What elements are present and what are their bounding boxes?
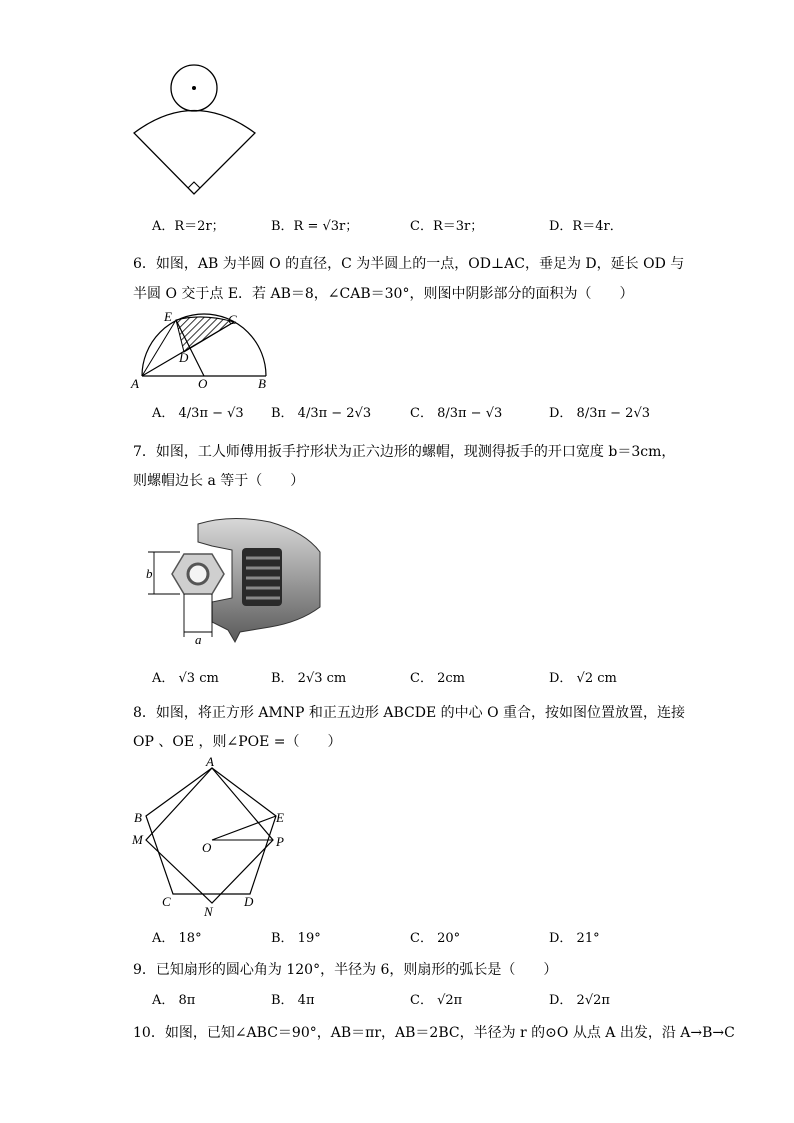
- segment-ae: [142, 320, 176, 376]
- q6-text-line1: 6．如图，AB 为半圆 O 的直径，C 为半圆上的一点，OD⊥AC，垂足为 D，延长 OD 与: [133, 256, 685, 272]
- q5-option-a[interactable]: A．R＝2r；: [152, 219, 225, 234]
- segment-oe: [212, 816, 276, 840]
- q6-option-a[interactable]: A． 4/3π − √3: [152, 406, 244, 421]
- label-d: D: [244, 894, 254, 909]
- q8-option-b[interactable]: B． 19°: [271, 931, 321, 946]
- q5-option-b[interactable]: B．R = √3r；: [271, 219, 359, 234]
- q6-option-c[interactable]: C． 8/3π − √3: [410, 406, 503, 421]
- label-a: a: [195, 632, 202, 647]
- nut-hole: [188, 564, 208, 584]
- label-b: B: [134, 810, 142, 825]
- q8-text-line1: 8．如图，将正方形 AMNP 和正五边形 ABCDE 的中心 O 重合，按如图位置放置，连接: [133, 705, 686, 721]
- shaded-region: [176, 317, 234, 352]
- label-c: C: [162, 894, 171, 909]
- q7-figure: [140, 512, 325, 647]
- label-e: E: [276, 810, 284, 825]
- label-n: N: [204, 904, 213, 919]
- q8-option-d[interactable]: D． 21°: [549, 931, 600, 946]
- q6-option-b[interactable]: B． 4/3π − 2√3: [271, 406, 372, 421]
- label-b: B: [258, 376, 266, 391]
- q7-text-line1: 7．如图，工人师傅用扳手拧形状为正六边形的螺帽，现测得扳手的开口宽度 b＝3cm，: [133, 444, 676, 460]
- q9-option-c[interactable]: C． √2π: [410, 993, 463, 1008]
- pentagon-abcde: [146, 768, 276, 894]
- q10-text-line1: 10．如图，已知∠ABC＝90°，AB＝πr，AB＝2BC，半径为 r 的⊙O 从点 A 出发，沿 A→B→C: [133, 1025, 735, 1041]
- label-m: M: [132, 832, 143, 847]
- label-c: C: [228, 312, 237, 327]
- q7-option-a[interactable]: A． √3 cm: [152, 671, 219, 686]
- q7-text-line2: 则螺帽边长 a 等于（ ）: [133, 473, 305, 489]
- q9-option-d[interactable]: D． 2√2π: [549, 993, 610, 1008]
- label-p: P: [276, 834, 284, 849]
- q5-option-c[interactable]: C．R＝3r；: [410, 219, 484, 234]
- label-b: b: [146, 566, 153, 581]
- label-o: O: [202, 840, 212, 855]
- q5-figure: [128, 60, 268, 200]
- label-e: E: [164, 309, 172, 324]
- q5-option-d[interactable]: D．R＝4r．: [549, 219, 623, 234]
- q8-figure: [128, 756, 298, 921]
- label-a: A: [131, 376, 139, 391]
- q9-text-line1: 9．已知扇形的圆心角为 120°，半径为 6，则扇形的弧长是（ ）: [133, 962, 558, 978]
- q9-option-b[interactable]: B． 4π: [271, 993, 315, 1008]
- q8-option-a[interactable]: A． 18°: [152, 931, 202, 946]
- q6-text-line2: 半圆 O 交于点 E．若 AB＝8，∠CAB＝30°，则图中阴影部分的面积为（ ）: [133, 286, 634, 302]
- right-angle-mark: [188, 182, 200, 188]
- circle-center-dot: [192, 86, 196, 90]
- q8-option-c[interactable]: C． 20°: [410, 931, 461, 946]
- q8-text-line2: OP 、OE ，则∠POE =（ ）: [133, 734, 342, 750]
- q9-option-a[interactable]: A． 8π: [152, 993, 196, 1008]
- q7-option-c[interactable]: C． 2cm: [410, 671, 465, 686]
- q7-option-d[interactable]: D． √2 cm: [549, 671, 617, 686]
- q6-option-d[interactable]: D． 8/3π − 2√3: [549, 406, 651, 421]
- label-d: D: [179, 350, 189, 365]
- label-a: A: [206, 756, 214, 769]
- label-o: O: [198, 376, 208, 391]
- q6-figure: [128, 308, 278, 393]
- q7-option-b[interactable]: B． 2√3 cm: [271, 671, 347, 686]
- sector-shape: [134, 111, 255, 195]
